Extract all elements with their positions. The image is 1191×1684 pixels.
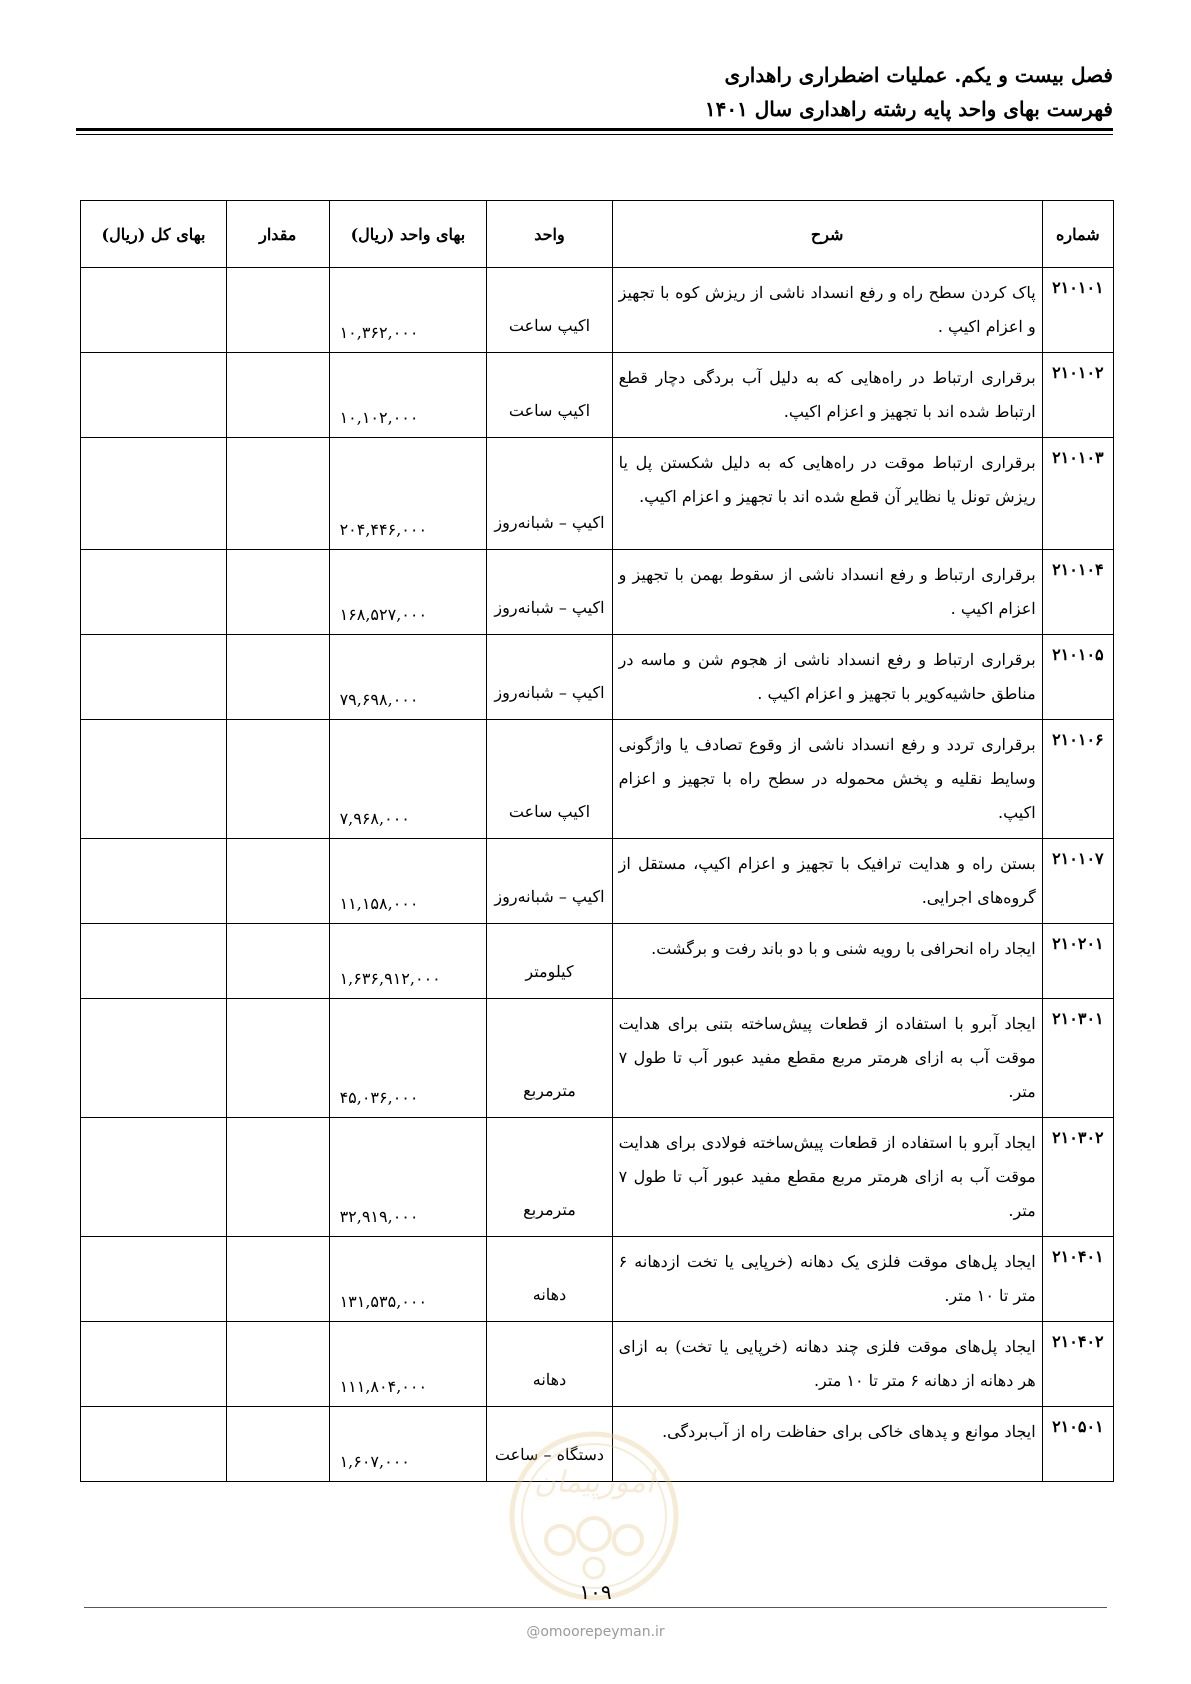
col-quantity: مقدار — [226, 201, 329, 268]
item-number: ۲۱۰۱۰۵ — [1042, 635, 1113, 720]
item-total-price — [81, 438, 227, 550]
item-unit: اکیپ – شبانه‌روز — [487, 550, 612, 635]
col-unit-price: بهای واحد (ریال) — [329, 201, 487, 268]
item-total-price — [81, 1407, 227, 1482]
item-unit-price: ۱۰,۳۶۲,۰۰۰ — [329, 268, 487, 353]
item-unit: دستگاه – ساعت — [487, 1407, 612, 1482]
price-list-title: فهرست بهای واحد پایه رشته راهداری سال ۱۴۰۱ — [704, 97, 1113, 121]
item-description: برقراری ارتباط و رفع انسداد ناشی از هجوم شن و ماسه در مناطق حاشیه‌کویر با تجهیز و اعزام اکیپ . — [612, 635, 1042, 720]
item-description: ایجاد آبرو با استفاده از قطعات پیش‌ساخته بتنی برای هدایت موقت آب به ازای هرمتر مربع مقطع مفید عبور آب تا طول ۷ متر. — [612, 999, 1042, 1118]
page-number: ۱۰۹ — [579, 1580, 612, 1604]
item-unit-price: ۷,۹۶۸,۰۰۰ — [329, 720, 487, 839]
item-unit-price: ۱۶۸,۵۲۷,۰۰۰ — [329, 550, 487, 635]
svg-text:امورپیمان: امورپیمان — [533, 1465, 655, 1500]
item-quantity — [226, 1407, 329, 1482]
item-unit-price: ۳۲,۹۱۹,۰۰۰ — [329, 1118, 487, 1237]
item-description: ایجاد موانع و پدهای خاکی برای حفاظت راه از آب‌بردگی. — [612, 1407, 1042, 1482]
item-quantity — [226, 1118, 329, 1237]
item-unit: اکیپ ساعت — [487, 268, 612, 353]
table-row — [81, 999, 1114, 1118]
item-total-price — [81, 1322, 227, 1407]
item-unit-price: ۱۳۱,۵۳۵,۰۰۰ — [329, 1237, 487, 1322]
item-number: ۲۱۰۲۰۱ — [1042, 924, 1113, 999]
table-header-row — [81, 201, 1114, 268]
table-row — [81, 353, 1114, 438]
item-total-price — [81, 550, 227, 635]
item-unit-price: ۲۰۴,۴۴۶,۰۰۰ — [329, 438, 487, 550]
header-rule-thick — [76, 128, 1113, 131]
item-unit: اکیپ ساعت — [487, 720, 612, 839]
table-row — [81, 1237, 1114, 1322]
item-unit: کیلومتر — [487, 924, 612, 999]
item-total-price — [81, 353, 227, 438]
page-header — [76, 58, 1113, 126]
item-unit: اکیپ – شبانه‌روز — [487, 635, 612, 720]
item-description: ایجاد پل‌های موقت فلزی چند دهانه (خرپایی یا تخت) به ازای هر دهانه از دهانه ۶ متر تا ۱۰ متر. — [612, 1322, 1042, 1407]
table-row — [81, 1118, 1114, 1237]
item-number: ۲۱۰۳۰۱ — [1042, 999, 1113, 1118]
item-description: پاک کردن سطح راه و رفع انسداد ناشی از ریزش کوه با تجهیز و اعزام اکیپ . — [612, 268, 1042, 353]
item-unit-price: ۱,۶۰۷,۰۰۰ — [329, 1407, 487, 1482]
table-row — [81, 438, 1114, 550]
item-description: برقراری ارتباط موقت در راه‌هایی که به دلیل شکستن پل یا ریزش تونل یا نظایر آن قطع شده اند با تجهیز و اعزام اکیپ. — [612, 438, 1042, 550]
table-row — [81, 635, 1114, 720]
col-total-price: بهای کل (ریال) — [81, 201, 227, 268]
item-unit: مترمربع — [487, 999, 612, 1118]
item-unit-price: ۱,۶۳۶,۹۱۲,۰۰۰ — [329, 924, 487, 999]
item-unit-price: ۱۰,۱۰۲,۰۰۰ — [329, 353, 487, 438]
item-total-price — [81, 635, 227, 720]
item-number: ۲۱۰۴۰۱ — [1042, 1237, 1113, 1322]
item-unit-price: ۱۱,۱۵۸,۰۰۰ — [329, 839, 487, 924]
item-number: ۲۱۰۱۰۳ — [1042, 438, 1113, 550]
item-number: ۲۱۰۱۰۲ — [1042, 353, 1113, 438]
item-description: برقراری ارتباط و رفع انسداد ناشی از سقوط بهمن با تجهیز و اعزام اکیپ . — [612, 550, 1042, 635]
item-quantity — [226, 353, 329, 438]
table-row — [81, 550, 1114, 635]
item-description: ایجاد آبرو با استفاده از قطعات پیش‌ساخته فولادی برای هدایت موقت آب به ازای هرمتر مربع مقطع مفید عبور آب تا طول ۷ متر. — [612, 1118, 1042, 1237]
table-row — [81, 720, 1114, 839]
item-total-price — [81, 268, 227, 353]
chapter-title: فصل بیست و یکم. عملیات اضطراری راهداری — [724, 63, 1113, 87]
item-total-price — [81, 839, 227, 924]
item-quantity — [226, 924, 329, 999]
item-number: ۲۱۰۱۰۴ — [1042, 550, 1113, 635]
item-description: برقراری تردد و رفع انسداد ناشی از وقوع تصادف یا واژگونی وسایط نقلیه و پخش محموله در سطح راه با تجهیز و اعزام اکیپ. — [612, 720, 1042, 839]
item-quantity — [226, 839, 329, 924]
col-unit: واحد — [487, 201, 612, 268]
item-total-price — [81, 1237, 227, 1322]
table-row — [81, 1322, 1114, 1407]
item-total-price — [81, 924, 227, 999]
item-description: ایجاد راه انحرافی با رویه شنی و با دو باند رفت و برگشت. — [612, 924, 1042, 999]
item-quantity — [226, 635, 329, 720]
item-unit: دهانه — [487, 1237, 612, 1322]
item-quantity — [226, 720, 329, 839]
table-row — [81, 924, 1114, 999]
item-number: ۲۱۰۴۰۲ — [1042, 1322, 1113, 1407]
header-rule-thin — [76, 134, 1113, 135]
item-quantity — [226, 1237, 329, 1322]
table-row — [81, 839, 1114, 924]
price-table — [80, 200, 1114, 1482]
item-unit-price: ۴۵,۰۳۶,۰۰۰ — [329, 999, 487, 1118]
item-total-price — [81, 720, 227, 839]
item-unit: اکیپ – شبانه‌روز — [487, 839, 612, 924]
item-quantity — [226, 1322, 329, 1407]
item-unit: اکیپ ساعت — [487, 353, 612, 438]
item-quantity — [226, 550, 329, 635]
item-unit: اکیپ – شبانه‌روز — [487, 438, 612, 550]
table-row — [81, 268, 1114, 353]
item-total-price — [81, 999, 227, 1118]
item-number: ۲۱۰۵۰۱ — [1042, 1407, 1113, 1482]
item-description: بستن راه و هدایت ترافیک با تجهیز و اعزام اکیپ، مستقل از گروه‌های اجرایی. — [612, 839, 1042, 924]
item-quantity — [226, 268, 329, 353]
item-number: ۲۱۰۳۰۲ — [1042, 1118, 1113, 1237]
item-number: ۲۱۰۱۰۱ — [1042, 268, 1113, 353]
item-description: ایجاد پل‌های موقت فلزی یک دهانه (خرپایی یا تخت ازدهانه ۶ متر تا ۱۰ متر. — [612, 1237, 1042, 1322]
col-number: شماره — [1042, 201, 1113, 268]
item-unit-price: ۷۹,۶۹۸,۰۰۰ — [329, 635, 487, 720]
item-number: ۲۱۰۱۰۷ — [1042, 839, 1113, 924]
item-total-price — [81, 1118, 227, 1237]
item-unit: دهانه — [487, 1322, 612, 1407]
watermark-seal-logo — [508, 1430, 680, 1602]
item-quantity — [226, 438, 329, 550]
footer-rule — [84, 1607, 1107, 1608]
col-description: شرح — [612, 201, 1042, 268]
item-description: برقراری ارتباط در راه‌هایی که به دلیل آب بردگی دچار قطع ارتباط شده اند با تجهیز و اعزام اکیپ. — [612, 353, 1042, 438]
item-number: ۲۱۰۱۰۶ — [1042, 720, 1113, 839]
item-unit-price: ۱۱۱,۸۰۴,۰۰۰ — [329, 1322, 487, 1407]
website-watermark: @omoorepeyman.ir — [526, 1624, 665, 1640]
item-quantity — [226, 999, 329, 1118]
item-unit: مترمربع — [487, 1118, 612, 1237]
